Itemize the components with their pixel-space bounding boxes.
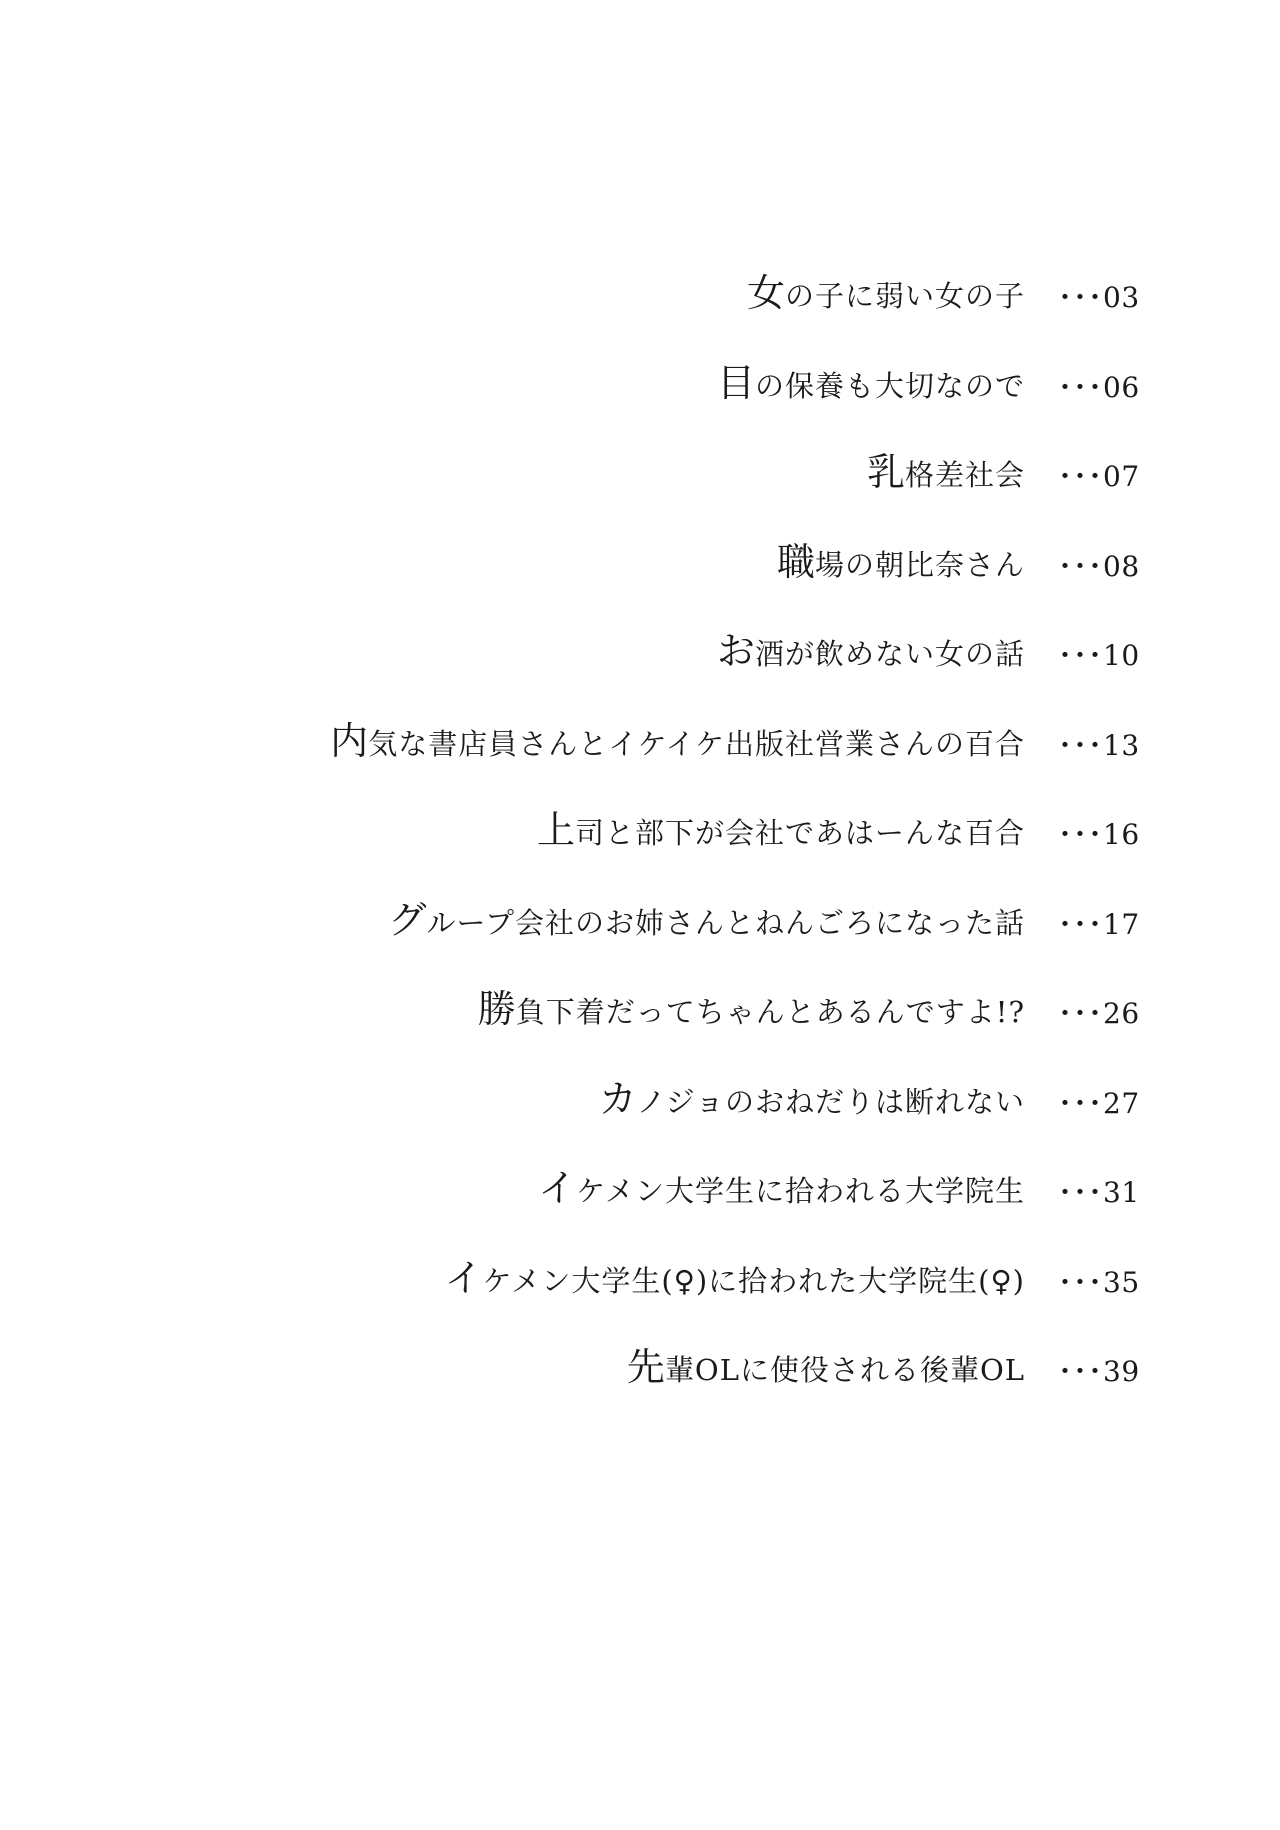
toc-leader-dots: ･･･: [1058, 639, 1104, 672]
toc-entry-title-initial: 勝: [477, 987, 516, 1031]
toc-entry-title: [538, 1166, 1025, 1210]
toc-leader-dots: ･･･: [1058, 1176, 1104, 1209]
toc-entry-page-number: [1058, 639, 1140, 672]
toc-entry: [0, 889, 1280, 949]
toc-entry-page-number: [1058, 460, 1140, 493]
toc-leader-dots: ･･･: [1058, 460, 1104, 493]
toc-entry-page-number: [1058, 1176, 1140, 1209]
page-number-value: 08: [1103, 550, 1140, 583]
toc-leader-dots: ･･･: [1058, 1266, 1104, 1299]
toc-entry-title: [330, 719, 1025, 763]
page-number-value: 17: [1103, 908, 1140, 941]
page-number-value: 03: [1103, 281, 1140, 314]
toc-entry-title-text: の保養も大切なので: [754, 369, 1025, 403]
toc-entry-title-text: ケメン大学生(♀)に拾われた大学院生(♀): [482, 1264, 1025, 1298]
toc-leader-dots: ･･･: [1058, 1087, 1104, 1120]
toc-entry-page-number: [1058, 1355, 1140, 1388]
toc-entry-page-number: [1058, 1266, 1140, 1299]
page-number-value: 31: [1103, 1176, 1140, 1209]
toc-entry-title: [626, 1345, 1025, 1389]
toc-entry-title: [598, 1077, 1025, 1121]
toc-entry-title-text: 場の朝比奈さん: [814, 548, 1025, 582]
toc-entry: [0, 710, 1280, 770]
toc-entry-title-initial: 目: [716, 361, 755, 405]
toc-entry-page-number: [1058, 908, 1140, 941]
toc-entry-title: [716, 361, 1025, 405]
toc-entry-title-initial: グ: [388, 898, 427, 942]
page-number-value: 16: [1103, 818, 1140, 851]
toc-entry-title-initial: イ: [538, 1166, 577, 1210]
toc-entry: [0, 799, 1280, 859]
toc-entry-title-text: 輩OLに使役される後輩OL: [664, 1353, 1025, 1387]
page-number-value: 27: [1103, 1087, 1140, 1120]
toc-entry-title-text: 酒が飲めない女の話: [754, 637, 1025, 671]
toc-entry-title-text: ループ会社のお姉さんとねんごろになった話: [426, 906, 1025, 940]
toc-leader-dots: ･･･: [1058, 281, 1104, 314]
toc-entry: [0, 1247, 1280, 1307]
toc-entry-title-initial: 女: [746, 271, 785, 315]
toc-entry: [0, 352, 1280, 412]
page-number-value: 26: [1103, 997, 1140, 1030]
toc-entry-page-number: [1058, 997, 1140, 1030]
toc-entry-title: [477, 987, 1025, 1031]
toc-entry-title-text: ケメン大学生に拾われる大学院生: [576, 1174, 1025, 1208]
toc-entry-title-text: 気な書店員さんとイケイケ出版社営業さんの百合: [368, 727, 1025, 761]
toc-leader-dots: ･･･: [1058, 908, 1104, 941]
page-number-value: 07: [1103, 460, 1140, 493]
toc-entry-title-initial: 職: [776, 540, 815, 584]
toc-entry-title-text: の子に弱い女の子: [784, 279, 1025, 313]
toc-entry: [0, 1336, 1280, 1396]
toc-entry: [0, 1068, 1280, 1128]
toc-entry-title-initial: イ: [444, 1256, 483, 1300]
toc-entry: [0, 262, 1280, 322]
toc-entry-page-number: [1058, 550, 1140, 583]
toc-leader-dots: ･･･: [1058, 371, 1104, 404]
toc-entry-title-initial: 先: [626, 1345, 665, 1389]
toc-entry-title: [776, 540, 1025, 584]
page-number-value: 13: [1103, 729, 1140, 762]
toc-entry-title: [746, 271, 1025, 315]
page-number-value: 10: [1103, 639, 1140, 672]
toc-entry-title-text: 司と部下が会社であはーんな百合: [574, 816, 1025, 850]
toc-entry-title: [716, 629, 1025, 673]
toc-leader-dots: ･･･: [1058, 729, 1104, 762]
toc-leader-dots: ･･･: [1058, 550, 1104, 583]
toc-entry: [0, 1157, 1280, 1217]
toc-entry: [0, 978, 1280, 1038]
page-number-value: 35: [1103, 1266, 1140, 1299]
toc-leader-dots: ･･･: [1058, 818, 1104, 851]
page-number-value: 06: [1103, 371, 1140, 404]
toc-leader-dots: ･･･: [1058, 1355, 1104, 1388]
toc-entry-title-initial: カ: [598, 1077, 637, 1121]
toc-entry-page-number: [1058, 818, 1140, 851]
toc-entry-title-text: ノジョのおねだりは断れない: [636, 1085, 1025, 1119]
page-number-value: 39: [1103, 1355, 1140, 1388]
toc-entry-title-initial: 乳: [866, 450, 905, 494]
toc-entry-title-initial: 上: [536, 808, 575, 852]
toc-leader-dots: ･･･: [1058, 997, 1104, 1030]
toc-entry: [0, 441, 1280, 501]
toc-entry-page-number: [1058, 729, 1140, 762]
toc-entry-page-number: [1058, 281, 1140, 314]
toc-entry-title: [536, 808, 1025, 852]
toc-entry-title: [866, 450, 1025, 494]
toc-entry: [0, 531, 1280, 591]
toc-entry-title: [444, 1256, 1025, 1300]
toc-entry-title: [388, 898, 1025, 942]
toc-entry-title-text: 格差社会: [904, 458, 1025, 492]
toc-entry-title-initial: 内: [330, 719, 369, 763]
toc-entry-page-number: [1058, 1087, 1140, 1120]
toc-entry-title-text: 負下着だってちゃんとあるんですよ!?: [515, 995, 1025, 1029]
toc-entry: [0, 620, 1280, 680]
toc-entry-page-number: [1058, 371, 1140, 404]
toc-entry-title-initial: お: [716, 629, 755, 673]
